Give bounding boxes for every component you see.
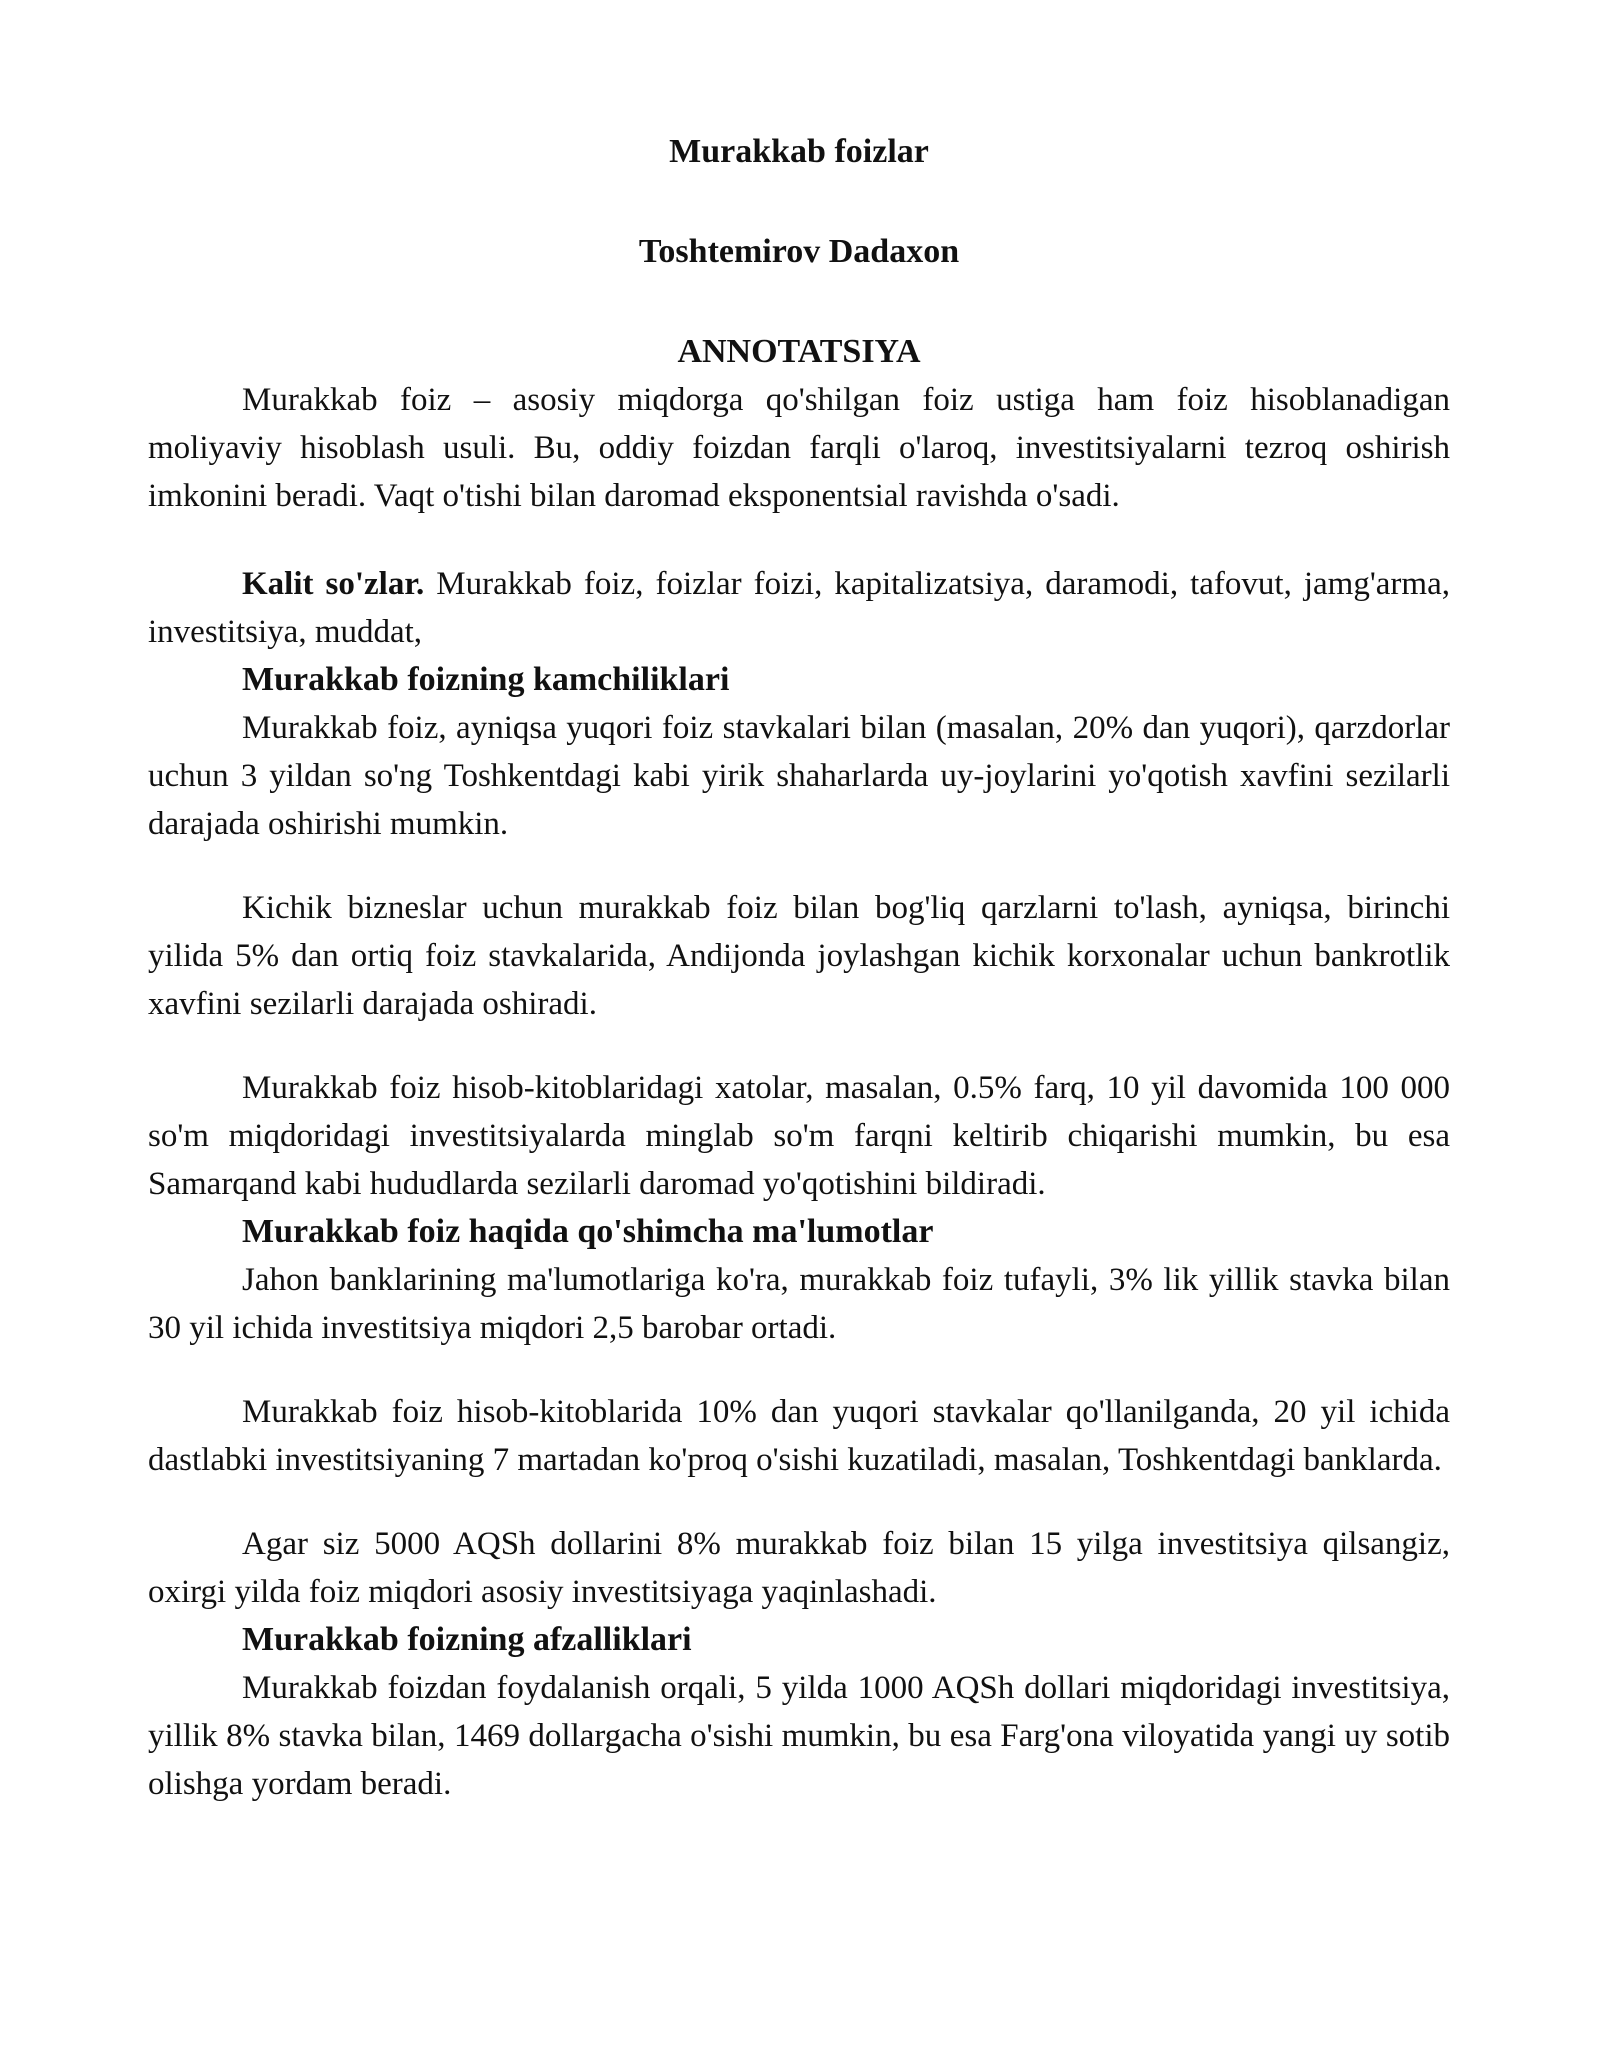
author-name: Toshtemirov Dadaxon [638,233,960,270]
section-paragraph: Agar siz 5000 AQSh dollarini 8% murakkab foiz bilan 15 yilga investitsiya qilsangiz, oxirgi yilda foiz miqdori asosiy investitsiyaga yaqinlashadi. [148,1526,1450,1610]
keywords-paragraph [148,560,1450,656]
section-heading-additional-info: Murakkab foiz haqida qo'shimcha ma'lumotlar [242,1213,934,1250]
section-heading-advantages: Murakkab foizning afzalliklari [242,1621,692,1658]
section-paragraph: Murakkab foiz hisob-kitoblaridagi xatolar, masalan, 0.5% farq, 10 yil davomida 100 000 so'm miqdoridagi investitsiyalarda minglab so'm farqni keltirib chiqarishi mumkin, bu esa Samarqand kabi hududlarda sezilarli daromad yo'qotishini bildiradi. [148,1070,1450,1202]
document-title: Murakkab foizlar [669,133,929,170]
section-paragraph: Kichik bizneslar uchun murakkab foiz bilan bog'liq qarzlarni to'lash, ayniqsa, birinchi yilida 5% dan ortiq foiz stavkalarida, Andijonda joylashgan kichik korxonalar uchun bankrotlik xavfini sezilarli darajada oshiradi. [148,890,1450,1022]
document-page [148,128,1450,1808]
keywords-label: Kalit so'zlar. [242,566,425,602]
keywords-list: Murakkab foiz, foizlar foizi, kapitalizatsiya, daramodi, tafovut, jamg'arma, investitsiya, muddat, [148,566,1450,650]
section-paragraph: Jahon banklarining ma'lumotlariga ko'ra, murakkab foiz tufayli, 3% lik yillik stavka bilan 30 yil ichida investitsiya miqdori 2,5 barobar ortadi. [148,1262,1450,1346]
section-heading-disadvantages: Murakkab foizning kamchiliklari [242,661,730,698]
section-paragraph: Murakkab foiz, ayniqsa yuqori foiz stavkalari bilan (masalan, 20% dan yuqori), qarzdorlar uchun 3 yildan so'ng Toshkentdagi kabi yirik shaharlarda uy-joylarini yo'qotish xavfini sezilarli darajada oshirishi mumkin. [148,710,1450,842]
section-paragraph: Murakkab foiz hisob-kitoblarida 10% dan yuqori stavkalar qo'llanilganda, 20 yil ichida dastlabki investitsiyaning 7 martadan ko'proq o'sishi kuzatiladi, masalan, Toshkentdagi banklarda. [148,1394,1450,1478]
section-paragraph: Murakkab foizdan foydalanish orqali, 5 yilda 1000 AQSh dollari miqdoridagi investitsiya, yillik 8% stavka bilan, 1469 dollargacha o'sishi mumkin, bu esa Farg'ona viloyatida yangi uy sotib olishga yordam beradi. [148,1670,1450,1802]
annotation-heading: ANNOTATSIYA [677,333,921,370]
annotation-paragraph: Murakkab foiz – asosiy miqdorga qo'shilgan foiz ustiga ham foiz hisoblanadigan moliyaviy hisoblash usuli. Bu, oddiy foizdan farqli o'laroq, investitsiyalarni tezroq oshirish imkonini beradi. Vaqt o'tishi bilan daromad eksponentsial ravishda o'sadi. [148,382,1450,514]
